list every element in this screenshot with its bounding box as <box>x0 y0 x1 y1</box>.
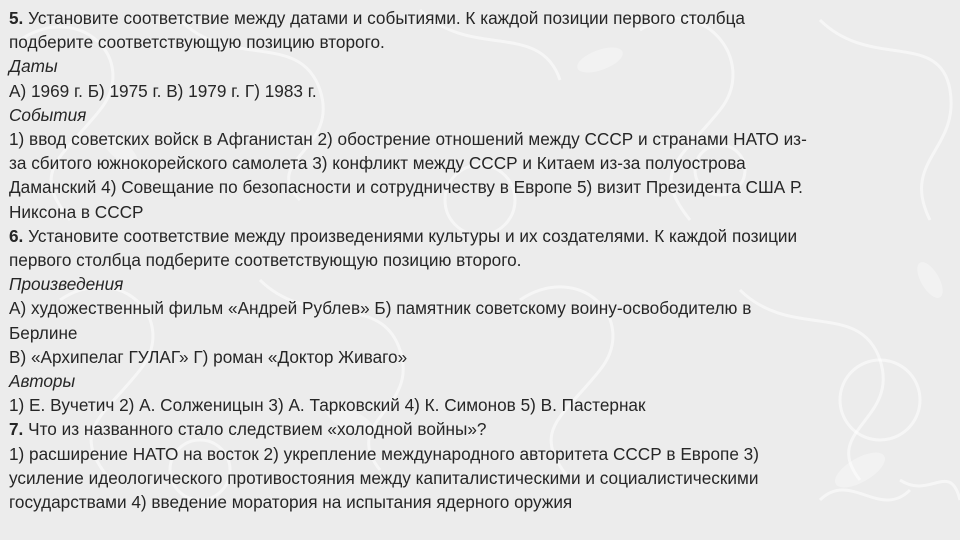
q6-authors: 1) Е. Вучетич 2) А. Солженицын 3) А. Тарковский 4) К. Симонов 5) В. Пастернак <box>9 395 646 416</box>
q6-works-line-3: В) «Архипелаг ГУЛАГ» Г) роман «Доктор Живаго» <box>9 346 408 367</box>
q5-prompt-line-2: подберите соответствующую позицию второго. <box>9 32 385 53</box>
q5-dates: А) 1969 г. Б) 1975 г. В) 1979 г. Г) 1983 г. <box>9 80 317 101</box>
q6-number: 6. <box>9 225 24 246</box>
q5-prompt-text: Установите соответствие между датами и событиями. К каждой позиции первого столбца <box>23 8 745 28</box>
q5-events-line-4: Никсона в СССР <box>9 201 144 222</box>
q6-works-line-1: А) художественный фильм «Андрей Рублев» Б) памятник советскому воину-освободителю в <box>9 298 752 319</box>
q5-number: 5. <box>9 8 24 28</box>
q5-events-heading: События <box>9 104 87 125</box>
q5-prompt-line-1 <box>9 6 944 30</box>
q5-events-line-2: за сбитого южнокорейского самолета 3) конфликт между СССР и Китаем из-за полуострова <box>9 153 746 174</box>
q7-number: 7. <box>9 419 24 440</box>
q6-works-line-2: Берлине <box>9 322 78 343</box>
q7-answers-line-1: 1) расширение НАТО на восток 2) укрепление международного авторитета СССР в Европе 3) <box>9 443 759 464</box>
q7-answers-line-2: усиление идеологического противостояния между капиталистическими и социалистическими <box>9 467 759 488</box>
q6-prompt-line-2: первого столбца подберите соответствующую позицию второго. <box>9 250 522 271</box>
q5-events-line-1: 1) ввод советских войск в Афганистан 2) обострение отношений между СССР и странами НАТО из- <box>9 129 807 150</box>
q6-authors-heading: Авторы <box>9 371 76 392</box>
q6-prompt-text: Установите соответствие между произведениями культуры и их создателями. К каждой позиции <box>23 225 798 246</box>
q5-events-line-3: Даманский 4) Совещание по безопасности и сотрудничеству в Европе 5) визит Президента США Р. <box>9 177 803 198</box>
slide-content <box>9 6 944 514</box>
q7-prompt-line <box>9 417 944 441</box>
q6-works-heading: Произведения <box>9 274 124 295</box>
q7-prompt-text: Что из названного стало следствием «холодной войны»? <box>23 419 487 440</box>
q7-answers-line-3: государствами 4) введение моратория на испытания ядерного оружия <box>9 492 573 513</box>
q5-dates-heading: Даты <box>9 56 58 77</box>
q6-prompt-line-1 <box>9 224 944 248</box>
